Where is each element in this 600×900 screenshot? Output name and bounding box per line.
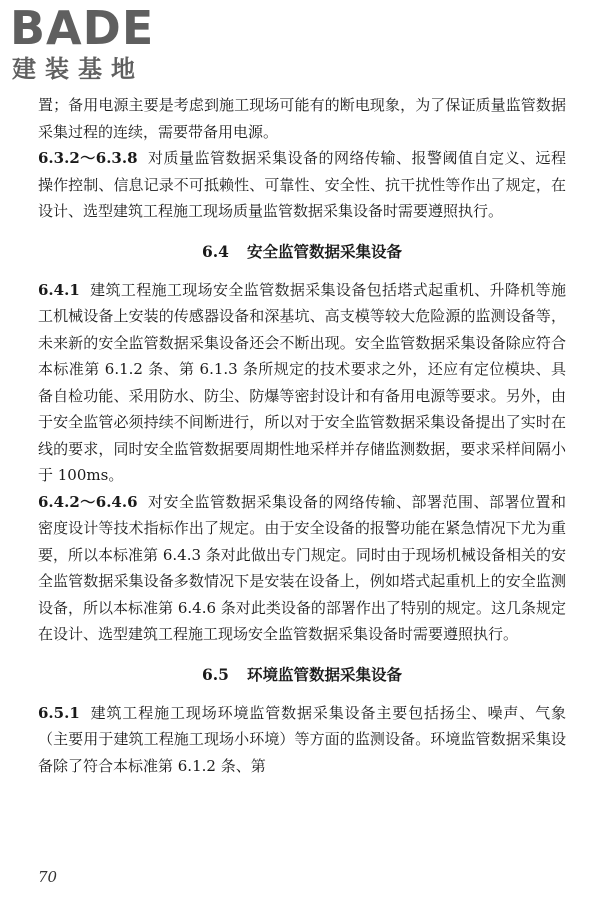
paragraph-text: 对安全监管数据采集设备的网络传输、部署范围、部署位置和密度设计等技术指标作出了规定。由于安全设备的报警功能在紧急情况下尤为重要，所以本标准第 6.4.3 条对此做出专门规定。同时由于现场机械设备相关的安全监管数据采集设备多数情况下是安装在设备上，例如塔式起重机上的安全监测设备，所以本标准第 6.4.6 条对此类设备的部署作出了特别的规定。这几条规定在设计、选型建筑工程施工现场安全监管数据采集设备时需要遵照执行。 [38, 492, 566, 643]
logo [10, 1, 180, 90]
paragraph-text: 建筑工程施工现场安全监管数据采集设备包括塔式起重机、升降机等施工机械设备上安装的传感器设备和深基坑、高支模等较大危险源的监测设备等，未来新的安全监管数据采集设备还会不断出现。安全监管数据采集设备除应符合本标准第 6.1.2 条、第 6.1.3 条所规定的技术要求之外，还应有定位模块、具备自检功能、采用防水、防尘、防爆等密封设计和有备用电源等要求。另外，由于安全监管必须持续不间断进行，所以对于安全监管数据采集设备提出了实时在线的要求，同时安全监管数据要周期性地采样并存储监测数据，要求采样间隔小于 100ms。 [38, 280, 566, 484]
paragraph-continued [38, 92, 566, 145]
page-number: 70 [38, 868, 58, 886]
logo-subtitle: 建装基地 [12, 55, 144, 83]
logo-brand: BADE [10, 1, 155, 55]
clause-6-4-1 [38, 277, 566, 489]
clause-6-5-1 [38, 700, 566, 780]
section-title: 安全监管数据采集设备 [246, 241, 402, 261]
section-number: 6.4 [202, 241, 229, 261]
document-body [38, 92, 566, 779]
clause-number: 6.3.2～6.3.8 [38, 149, 138, 167]
paragraph-text: 建筑工程施工现场环境监管数据采集设备主要包括扬尘、噪声、气象（主要用于建筑工程施工现场小环境）等方面的监测设备。环境监管数据采集设备除了符合本标准第 6.1.2 条、第 [38, 703, 566, 775]
section-heading-6-5 [38, 662, 566, 688]
clause-number: 6.5.1 [38, 703, 80, 722]
clause-number: 6.4.1 [38, 280, 80, 299]
section-heading-6-4 [38, 239, 566, 265]
clause-6-3-2 [38, 145, 566, 225]
clause-number: 6.4.2～6.4.6 [38, 492, 138, 511]
section-title: 环境监管数据采集设备 [246, 664, 402, 684]
paragraph-text: 对质量监管数据采集设备的网络传输、报警阈值自定义、远程操作控制、信息记录不可抵赖性、可靠性、安全性、抗干扰性等作出了规定，在设计、选型建筑工程施工现场质量监管数据采集设备时需要遵照执行。 [38, 149, 566, 220]
clause-6-4-2 [38, 489, 566, 648]
section-number: 6.5 [202, 664, 229, 684]
paragraph-text: 置；备用电源主要是考虑到施工现场可能有的断电现象，为了保证质量监管数据采集过程的连续，需要带备用电源。 [38, 96, 566, 141]
